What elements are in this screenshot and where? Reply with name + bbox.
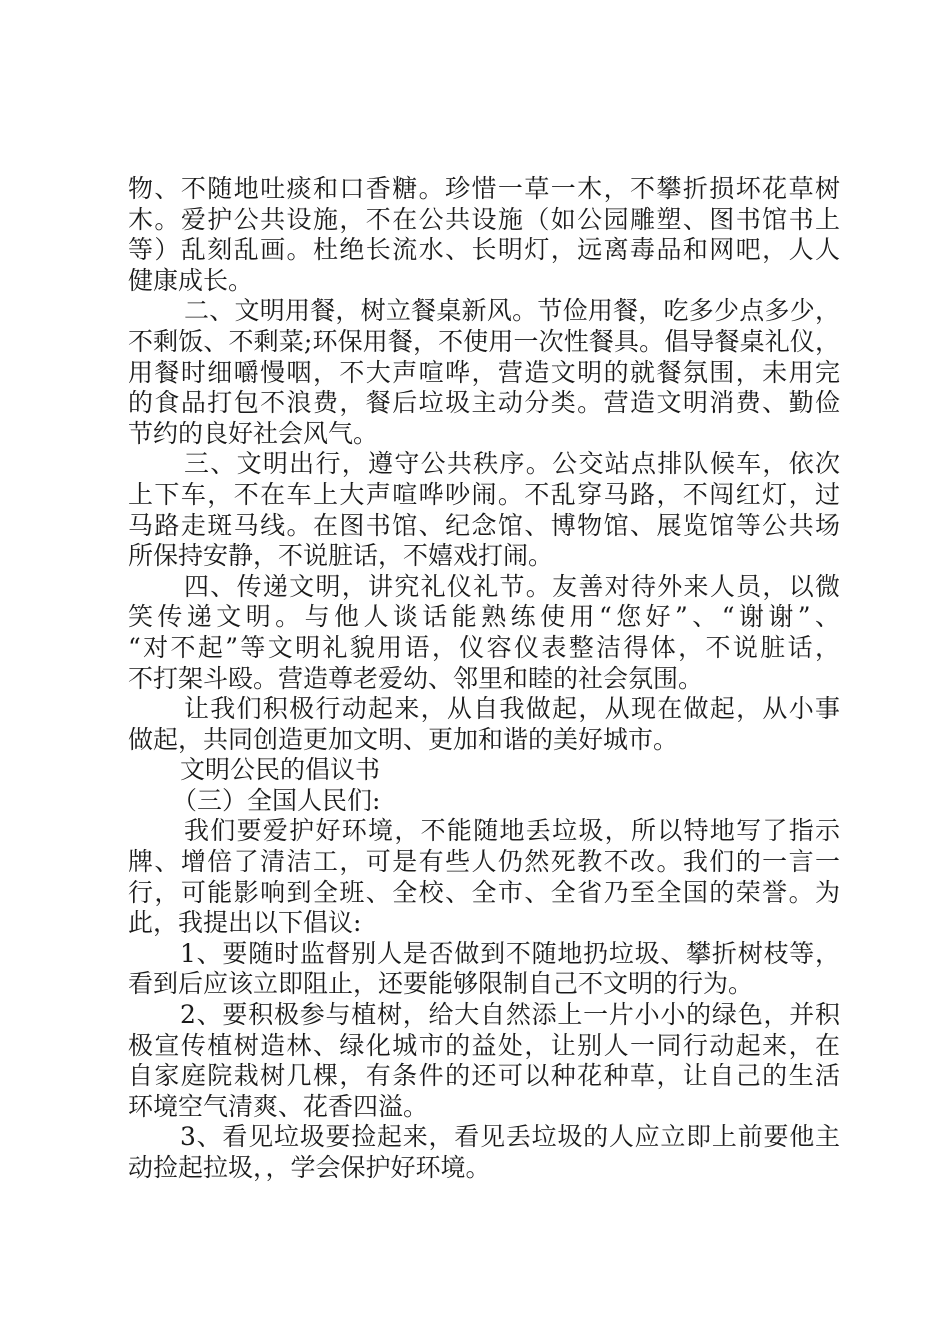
text-line: 极宣传植树造林、绿化城市的益处，让别人一同行动起来，在 bbox=[128, 1030, 840, 1060]
text-line: 做起，共同创造更加文明、更加和谐的美好城市。 bbox=[128, 724, 679, 754]
text-line: 马路走斑马线。在图书馆、纪念馆、博物馆、展览馆等公共场 bbox=[128, 510, 840, 540]
text-line: 用餐时细嚼慢咽，不大声喧哗，营造文明的就餐氛围，未用完 bbox=[128, 357, 840, 387]
text-line: 二、文明用餐，树立餐桌新风。节俭用餐，吃多少点多少， bbox=[184, 296, 840, 326]
text-line: 动捡起拉圾，，学会保护好环境。 bbox=[128, 1153, 491, 1182]
text-line: 看到后应该立即阻止，还要能够限制自己不文明的行为。 bbox=[128, 969, 754, 999]
text-line: 此，我提出以下倡议: bbox=[128, 908, 362, 938]
text-line: 的食品打包不浪费，餐后垃圾主动分类。营造文明消费、勤俭 bbox=[128, 388, 840, 418]
text-line: 三、文明出行，遵守公共秩序。公交站点排队候车，依次 bbox=[184, 449, 840, 479]
text-line: 让我们积极行动起来，从自我做起，从现在做起，从小事 bbox=[184, 694, 840, 724]
text-line: 牌、增倍了清洁工，可是有些人仍然死教不改。我们的一言一 bbox=[128, 847, 840, 877]
text-line: 所保持安静，不说脏话，不嬉戏打闹。 bbox=[128, 541, 554, 571]
text-line: 四、传递文明，讲究礼仪礼节。友善对待外来人员，以微 bbox=[184, 571, 840, 601]
text-line: 行，可能影响到全班、全校、全市、全省乃至全国的荣誉。为 bbox=[128, 877, 840, 907]
text-line: 节约的良好社会风气。 bbox=[128, 418, 379, 448]
text-line: 我们要爱护好环境，不能随地丢垃圾，所以特地写了指示 bbox=[184, 816, 840, 846]
text-line: 文明公民的倡议书 bbox=[180, 755, 381, 785]
text-line: （三）全国人民们: bbox=[172, 785, 381, 815]
text-line: 上下车，不在车上大声喧哗吵闹。不乱穿马路，不闯红灯，过 bbox=[128, 479, 840, 509]
text-line: 3、看见垃圾要捡起来，看见丢垃圾的人应立即上前要他主 bbox=[180, 1122, 840, 1152]
text-line: 不剩饭、不剩菜;环保用餐，不使用一次性餐具。倡导餐桌礼仪， bbox=[128, 326, 840, 356]
text-line: 等）乱刻乱画。杜绝长流水、长明灯，远离毒品和网吧，人人 bbox=[128, 235, 840, 265]
text-line: 1、要随时监督别人是否做到不随地扔垃圾、攀折树枝等， bbox=[180, 938, 840, 968]
text-line: 健康成长。 bbox=[128, 265, 254, 295]
text-line: 笑传递文明。与他人谈话能熟练使用“您好”、“谢谢”、 bbox=[128, 602, 841, 632]
text-line: 木。爱护公共设施，不在公共设施（如公园雕塑、图书馆书上 bbox=[128, 204, 840, 234]
text-line: 物、不随地吐痰和口香糖。珍惜一草一木，不攀折损坏花草树 bbox=[128, 174, 840, 203]
text-line: 自家庭院栽树几棵，有条件的还可以种花种草，让自己的生活 bbox=[128, 1061, 840, 1091]
document-body bbox=[128, 174, 840, 1184]
text-line: 不打架斗殴。营造尊老爱幼、邻里和睦的社会氛围。 bbox=[128, 663, 704, 693]
text-line: 环境空气清爽、花香四溢。 bbox=[128, 1091, 429, 1121]
text-line: 2、要积极参与植树，给大自然添上一片小小的绿色，并积 bbox=[180, 1000, 840, 1030]
text-line: “对不起”等文明礼貌用语，仪容仪表整洁得体，不说脏话， bbox=[128, 632, 840, 662]
